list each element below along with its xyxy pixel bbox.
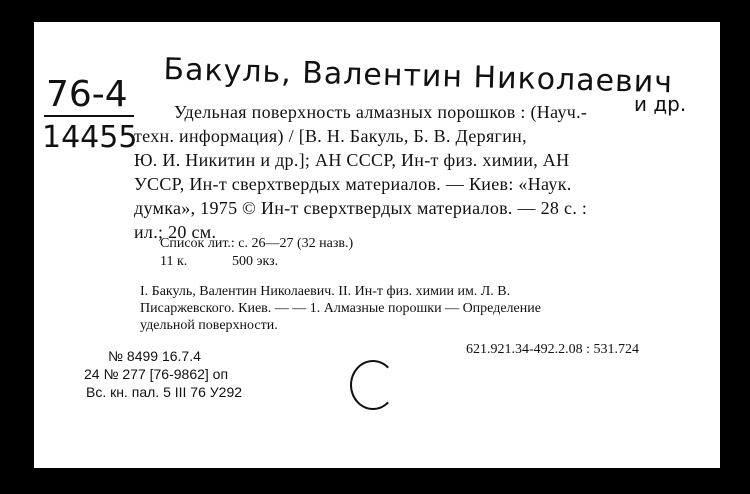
subject-line-1: I. Бакуль, Валентин Николаевич. II. Ин-т физ. химии им. Л. В. [140, 284, 511, 299]
entry-line-3: Ю. И. Никитин и др.]; АН СССР, Ин-т физ. химии, АН [134, 150, 570, 170]
footer-line-3: Вс. кн. пал. 5 III 76 У292 [86, 384, 243, 400]
entry-line-5: думка», 1975 © Ин-т сверхтвердых материалов. — 28 с. : [134, 198, 588, 218]
footer-line-1: № 8499 16.7.4 [108, 348, 201, 364]
scan-border-top [0, 0, 750, 22]
punch-hole [350, 360, 396, 410]
print-run: 500 экз. [232, 254, 279, 269]
entry-line-1: Удельная поверхность алмазных порошков : (Науч.- [174, 102, 588, 122]
classification-code: 621.921.34-492.2.08 : 531.724 [466, 342, 640, 357]
handwritten-author: Бакуль, Валентин Николаевич [163, 52, 674, 101]
subject-line-3: удельной поверхности. [140, 318, 278, 333]
scan-border-right [720, 0, 750, 494]
shelf-mark-underline [44, 115, 134, 117]
scan-border-bottom [0, 468, 750, 494]
copies-count: 11 к. [160, 254, 188, 269]
entry-line-2: техн. информация) / [В. Н. Бакуль, Б. В. Дерягин, [134, 126, 527, 146]
footer-line-2: 24 № 277 [76-9862] оп [84, 366, 229, 382]
entry-line-6: ил.; 20 см. [134, 222, 217, 242]
handwritten-extra: и др. [634, 92, 687, 116]
subject-line-2: Писаржевского. Киев. — — 1. Алмазные порошки — Определение [140, 301, 541, 316]
shelf-mark-bottom: 14455 [42, 120, 138, 155]
entry-line-4: УССР, Ин-т сверхтвердых материалов. — Киев: «Наук. [134, 174, 572, 194]
bibliography-note: Список лит.: с. 26—27 (32 назв.) [160, 236, 354, 251]
scan-border-left [0, 0, 34, 494]
catalog-card [34, 22, 720, 468]
shelf-mark-top: 76-4 [46, 74, 128, 115]
